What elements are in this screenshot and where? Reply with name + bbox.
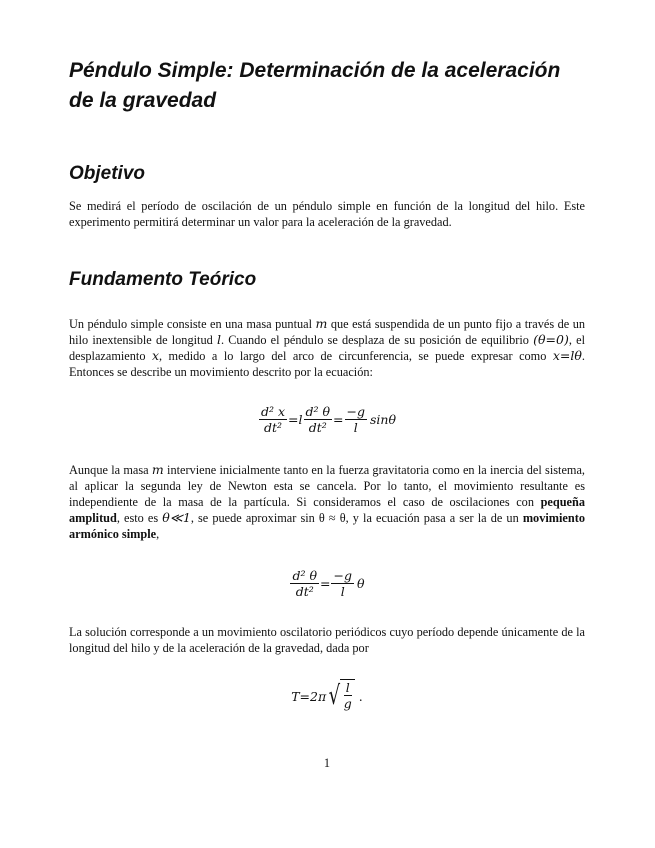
page-title: Péndulo Simple: Determinación de la aceleración de la gravedad: [69, 59, 561, 112]
fundamento-paragraph-2: Aunque la masa m interviene inicialmente tanto en la fuerza gravitatoria como en la inercia del sistema, al aplicar la segunda ley de Newton esta se cancela. Por lo tanto, el movimiento resultante es independiente de la masa de la partícula. Si consideramos el caso de oscilaciones con pequeña amplitud, esto es θ≪1, se puede aproximar sin θ ≈ θ, y la ecuación pasa a ser la de un movimiento armónico simple,: [69, 462, 585, 541]
objetivo-paragraph: Se medirá el período de oscilación de un péndulo simple en función de la longitud del hilo. Este experimento permitirá determinar un valor para la aceleración de la gravedad.: [69, 199, 585, 229]
section-heading-objetivo: Objetivo: [69, 163, 146, 184]
equation-period: T=2π √ $\frac{l}{g}$ .: [291, 680, 363, 711]
section-heading-fundamento: Fundamento Teórico: [69, 269, 257, 290]
fundamento-paragraph-1: Un péndulo simple consiste en una masa puntual m que está suspendida de un punto fijo a través de un hilo inextensible de longitud l. Cuando el péndulo se desplaza de su posición de equilibrio (θ=0), el desplazamiento x, medido a lo largo del arco de circunferencia, se puede expresar como x=lθ. Entonces se describe un movimiento descrito por la ecuación:: [69, 316, 585, 379]
equation-pendulum-motion: $\frac{\text{d² x}}{\text{dt²}}$ =l $\frac{\text{d² θ}}{\text{dt²}}$ = $\frac{-g}{l}$ sinθ: [260, 403, 396, 435]
fundamento-paragraph-3: La solución corresponde a un movimiento oscilatorio periódicos cuyo período depende únicamente de la longitud del hilo y de la aceleración de la gravedad, dada por: [69, 625, 585, 655]
page-number: 1: [323, 756, 331, 770]
square-root: √ $\frac{l}{g}$: [326, 679, 355, 713]
equation-simple-harmonic: $\frac{\text{d² θ}}{\text{dt²}}$ = $\frac{-g}{l}$ θ: [292, 567, 365, 599]
